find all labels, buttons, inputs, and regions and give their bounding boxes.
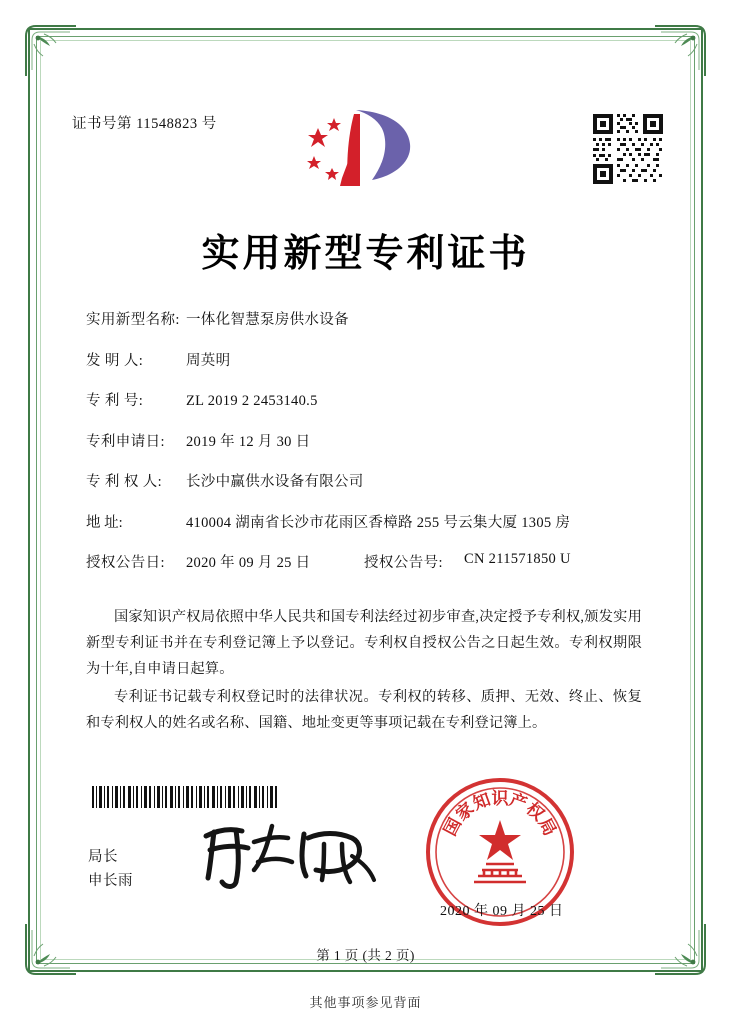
corner-ornament-icon	[653, 24, 707, 78]
signature-role: 局长	[88, 849, 118, 865]
field-value: 2020 年 09 月 25 日	[186, 555, 311, 571]
field-label: 授权公告号:	[364, 555, 443, 571]
field-grant-number	[364, 551, 571, 572]
svg-text:国: 国	[440, 814, 467, 840]
paragraph-grant: 国家知识产权局依照中华人民共和国专利法经过初步审查,决定授予专利权,颁发实用新型专利证书并在专利登记簿上予以登记。专利权自授权公告之日起生效。专利权期限为十年,自申请日起算。	[86, 609, 642, 677]
field-value: CN 211571850 U	[464, 551, 571, 567]
svg-text:识: 识	[491, 789, 509, 809]
footer-note: 其他事项参见背面	[309, 995, 422, 1010]
svg-text:产: 产	[506, 789, 530, 815]
field-value: ZL 2019 2 2453140.5	[186, 393, 318, 409]
svg-text:家: 家	[452, 798, 479, 826]
handwritten-signature-icon	[196, 818, 386, 894]
field-value: 410004 湖南省长沙市花雨区香樟路 255 号云集大厦 1305 房	[186, 514, 571, 531]
seal-date: 2020 年 09 月 25 日	[440, 904, 564, 919]
field-grant-date	[86, 551, 364, 572]
corner-ornament-icon	[24, 24, 78, 78]
field-list	[86, 308, 646, 588]
svg-text:知: 知	[470, 789, 494, 815]
field-label: 实用新型名称:	[86, 312, 180, 328]
field-value: 长沙中赢供水设备有限公司	[186, 474, 364, 490]
signature-block	[88, 845, 133, 893]
field-label: 专 利 权 人:	[86, 474, 163, 490]
field-label: 专利申请日:	[86, 433, 165, 450]
field-label: 地 址:	[86, 514, 123, 531]
page-number: 第 1 页 (共 2 页)	[316, 948, 415, 963]
field-address	[86, 511, 646, 532]
svg-text:局: 局	[533, 814, 560, 840]
qr-code-icon	[591, 112, 665, 186]
cnipa-logo-icon	[298, 104, 418, 192]
field-grant-row	[86, 551, 646, 572]
page-title: 实用新型专利证书	[201, 230, 530, 275]
field-patentee	[86, 470, 646, 491]
field-utility-model-name	[86, 308, 646, 329]
certificate-number: 证书号第 11548823 号	[72, 116, 217, 132]
paragraph-registry: 专利证书记载专利权登记时的法律状况。专利权的转移、质押、无效、终止、恢复和专利权人的姓名或名称、国籍、地址变更等事项记载在专利登记簿上。	[86, 689, 642, 731]
field-inventor	[86, 349, 646, 370]
legal-text	[86, 604, 642, 738]
signature-name: 申长雨	[88, 873, 133, 889]
field-patent-number	[86, 389, 646, 410]
field-label: 授权公告日:	[86, 555, 165, 571]
field-label: 专 利 号:	[86, 393, 144, 409]
svg-text:权: 权	[521, 798, 548, 826]
field-value: 一体化智慧泵房供水设备	[186, 312, 349, 328]
field-value: 周英明	[186, 352, 231, 369]
barcode-icon	[92, 786, 278, 808]
field-application-date	[86, 430, 646, 451]
field-value: 2019 年 12 月 30 日	[186, 433, 311, 450]
field-label: 发 明 人:	[86, 352, 144, 369]
